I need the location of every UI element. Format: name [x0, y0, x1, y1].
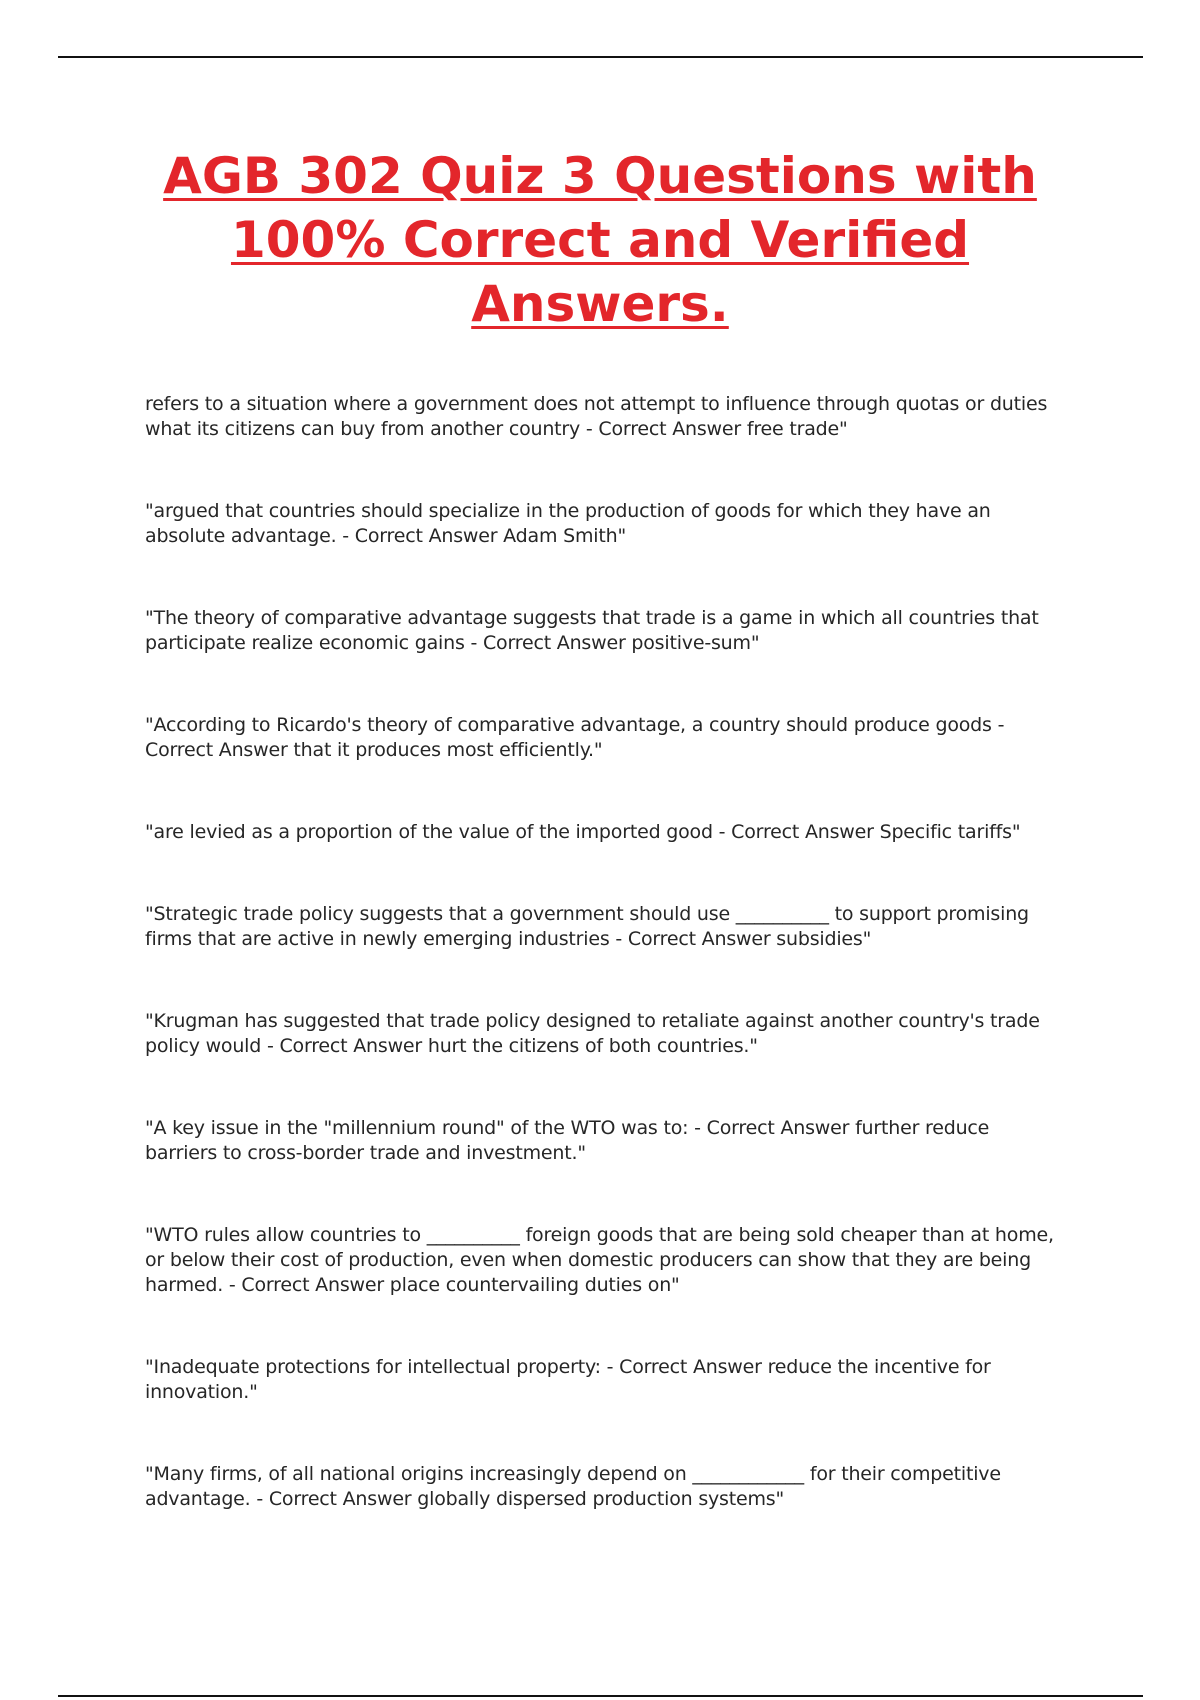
qa-item: "A key issue in the "millennium round" of the WTO was to: - Correct Answer further reduce barriers to cross-border trade and investment."	[145, 1117, 990, 1164]
qa-item: "Inadequate protections for intellectual property: - Correct Answer reduce the incentive for innovation."	[145, 1356, 991, 1403]
top-rule	[58, 56, 1143, 58]
qa-item: "Krugman has suggested that trade policy designed to retaliate against another country's trade policy would - Correct Answer hurt the citizens of both countries."	[145, 1010, 1040, 1057]
qa-item: "The theory of comparative advantage suggests that trade is a game in which all countries that participate realize economic gains - Correct Answer positive-sum"	[145, 607, 1039, 654]
qa-item: "Strategic trade policy suggests that a government should use __________ to support promising firms that are active in newly emerging industries - Correct Answer subsidies"	[145, 903, 1029, 950]
page-title: AGB 302 Quiz 3 Questions with 100% Correct and Verified Answers.	[163, 147, 1037, 333]
qa-item: "Many firms, of all national origins increasingly depend on ____________ for their competitive advantage. - Correct Answer globally dispersed production systems"	[145, 1463, 1001, 1510]
qa-list	[145, 392, 1060, 1569]
qa-item: "are levied as a proportion of the value of the imported good - Correct Answer Specific tariffs"	[145, 821, 1021, 843]
qa-item: "According to Ricardo's theory of comparative advantage, a country should produce goods - Correct Answer that it produces most efficiently."	[145, 714, 1005, 761]
qa-item: "WTO rules allow countries to __________ foreign goods that are being sold cheaper than at home, or below their cost of production, even when domestic producers can show that they are being harmed. - Correct Answer place countervailing duties on"	[145, 1224, 1054, 1296]
bottom-rule	[58, 1695, 1143, 1697]
qa-item: "argued that countries should specialize in the production of goods for which they have an absolute advantage. - Correct Answer Adam Smith"	[145, 500, 991, 547]
qa-item: refers to a situation where a government does not attempt to influence through quotas or duties what its citizens can buy from another country - Correct Answer free trade"	[145, 393, 1048, 440]
